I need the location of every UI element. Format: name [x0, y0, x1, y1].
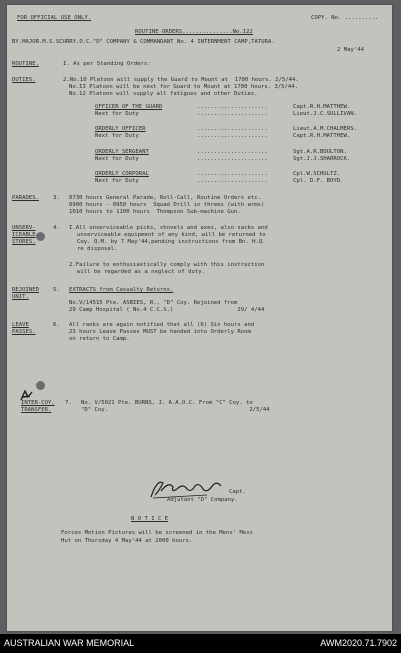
next-for-duty: Next for Duty: [95, 133, 139, 139]
rejoined-line: 29 Camp Hospital ( No.4 C.C.S.) 29/ 4/44: [69, 307, 265, 313]
duties-label: DUTIES.: [12, 77, 36, 83]
unserviceable-label: UNSERV-: [12, 225, 36, 231]
next-for-duty: Next for Duty: [95, 156, 139, 162]
punch-hole: [36, 381, 45, 390]
dots: .....................: [197, 156, 268, 162]
duties-line: No.12 Platoon will supply all fatigues and other Duties.: [69, 91, 258, 97]
duty-name: Sgt.A.R.BOULTON.: [293, 149, 347, 155]
parades-line: 0730 hours General Parade, Roll-Call, Routine Orders etc.: [69, 195, 261, 201]
intercoy-label: TRANSFER.: [21, 407, 52, 413]
dots: .....................: [197, 171, 268, 177]
unserviceable-label: ICEABLE: [12, 232, 36, 238]
footer-source: AUSTRALIAN WAR MEMORIAL: [4, 638, 135, 648]
dots: .....................: [197, 178, 268, 184]
intercoy-line: "D" Coy. 2/5/44: [81, 407, 270, 413]
leave-label: LEAVE: [12, 322, 29, 328]
signature-title: Adjutant "D" Company.: [167, 497, 238, 503]
dots: .....................: [197, 149, 268, 155]
classification: FOR OFFICIAL USE ONLY.: [17, 15, 92, 21]
duty-name: Lieut.A.M.CHALMERS.: [293, 126, 357, 132]
leave-line: All ranks are again notified that all (6) Six hours and: [69, 322, 255, 328]
duty-role: ORDERLY CORPORAL: [95, 171, 149, 177]
next-name: Cpl. D.F. BOYD.: [293, 178, 344, 184]
section-number: 4.: [53, 225, 60, 231]
order-date: 2 May'44: [337, 47, 364, 53]
next-name: Capt.R.H.MATTHEW.: [293, 133, 351, 139]
dots: .....................: [197, 133, 268, 139]
signature-rank: Capt.: [229, 489, 246, 495]
rejoined-label: UNIT.: [12, 294, 29, 300]
unserviceable-line: re disposal.: [77, 246, 118, 252]
leave-label: PASSES.: [12, 329, 36, 335]
next-name: Sgt.J.J.SHARROCK.: [293, 156, 351, 162]
unserviceable-line: I.All unserviceable picks, shovels and axes, also sacks and: [69, 225, 268, 231]
next-for-duty: Next for Duty: [95, 111, 139, 117]
dots: .....................: [197, 126, 268, 132]
next-name: Lieut.J.C.SULLIVAN.: [293, 111, 357, 117]
duty-role: ORDERLY OFFICER: [95, 126, 146, 132]
rejoined-heading: EXTRACTS from Casualty Returns.: [69, 287, 174, 293]
parades-label: PARADES.: [12, 195, 39, 201]
rejoined-line: No.V/14515 Pte. ASBIES, R., "D" Coy. Rejoined from: [69, 300, 238, 306]
duty-role: ORDERLY SERGEANT: [95, 149, 149, 155]
routine-label: ROUTINE.: [12, 61, 39, 67]
section-number: 5.: [53, 287, 60, 293]
parades-line: 0900 hours - 0950 hours Squad Drill in threes (with arms): [69, 202, 265, 208]
duty-role: OFFICER OF THE GUARD: [95, 104, 163, 110]
by-line: BY.MAJOR.M.S.SCURRY.O.C."D" COMPANY & COMMANDANT No. 4 INTERNMENT CAMP,TATURA.: [12, 39, 275, 45]
dots: .....................: [197, 104, 268, 110]
dots: .....................: [197, 111, 268, 117]
unserviceable-line: Coy. Q.M. by 7 May'44,pending instructions from Bn. H.Q.: [77, 239, 266, 245]
punch-hole: [36, 232, 45, 241]
unserviceable-line: will be regarded as a neglect of duty.: [77, 269, 205, 275]
footer-accession: AWM2020.71.7902: [320, 638, 397, 648]
leave-line: on return to Camp.: [69, 336, 130, 342]
intercoy-label: INTER-COY.: [21, 400, 55, 406]
routine-text: I. As per Standing Orders:: [63, 61, 151, 67]
archive-footer: [0, 634, 401, 653]
notice-line: Hut on Thursday 4 May'44 at 2000 hours.: [61, 538, 193, 544]
unserviceable-line: 2.Failure to enthusiastically comply with this instruction: [69, 262, 265, 268]
duties-line: 2.No.10 Platoon will supply the Guard to Mount at 1700 hours. 2/5/44.: [63, 77, 299, 83]
notice-heading: N O T I C E: [131, 516, 169, 522]
unserviceable-label: STORES.: [12, 239, 36, 245]
notice-line: Forces Motion Pictures will be screened in the Mens' Mess: [61, 530, 253, 536]
copy-number: COPY. No. ..........: [311, 15, 379, 21]
section-number: 6.: [53, 322, 60, 328]
document-page: [7, 5, 392, 631]
rejoined-label: REJOINED: [12, 287, 39, 293]
section-number: 3.: [53, 195, 60, 201]
section-number: 7.: [65, 400, 72, 406]
next-for-duty: Next for Duty: [95, 178, 139, 184]
duty-name: Cpl.W.SCHULTZ.: [293, 171, 341, 177]
intercoy-line: No. V/5021 Pte. BURNS, J. A.A.O.C. From "C" Coy. to: [81, 400, 253, 406]
duties-line: No.II Platoon will be next for Guard to Mount at 1700 hours. 3/5/44.: [69, 84, 299, 90]
duty-name: Capt.R.H.MATTHEW.: [293, 104, 351, 110]
leave-line: 23 hours Leave Passes MUST be handed into Orderly Room: [69, 329, 251, 335]
unserviceable-line: unserviceable equipment of any kind, will be returned to: [77, 232, 266, 238]
parades-line: 1010 hours to 1100 hours Thompson Sub-machine Gun.: [69, 209, 241, 215]
routine-orders-title: ROUTINE ORDERS...............No.122: [135, 29, 253, 35]
